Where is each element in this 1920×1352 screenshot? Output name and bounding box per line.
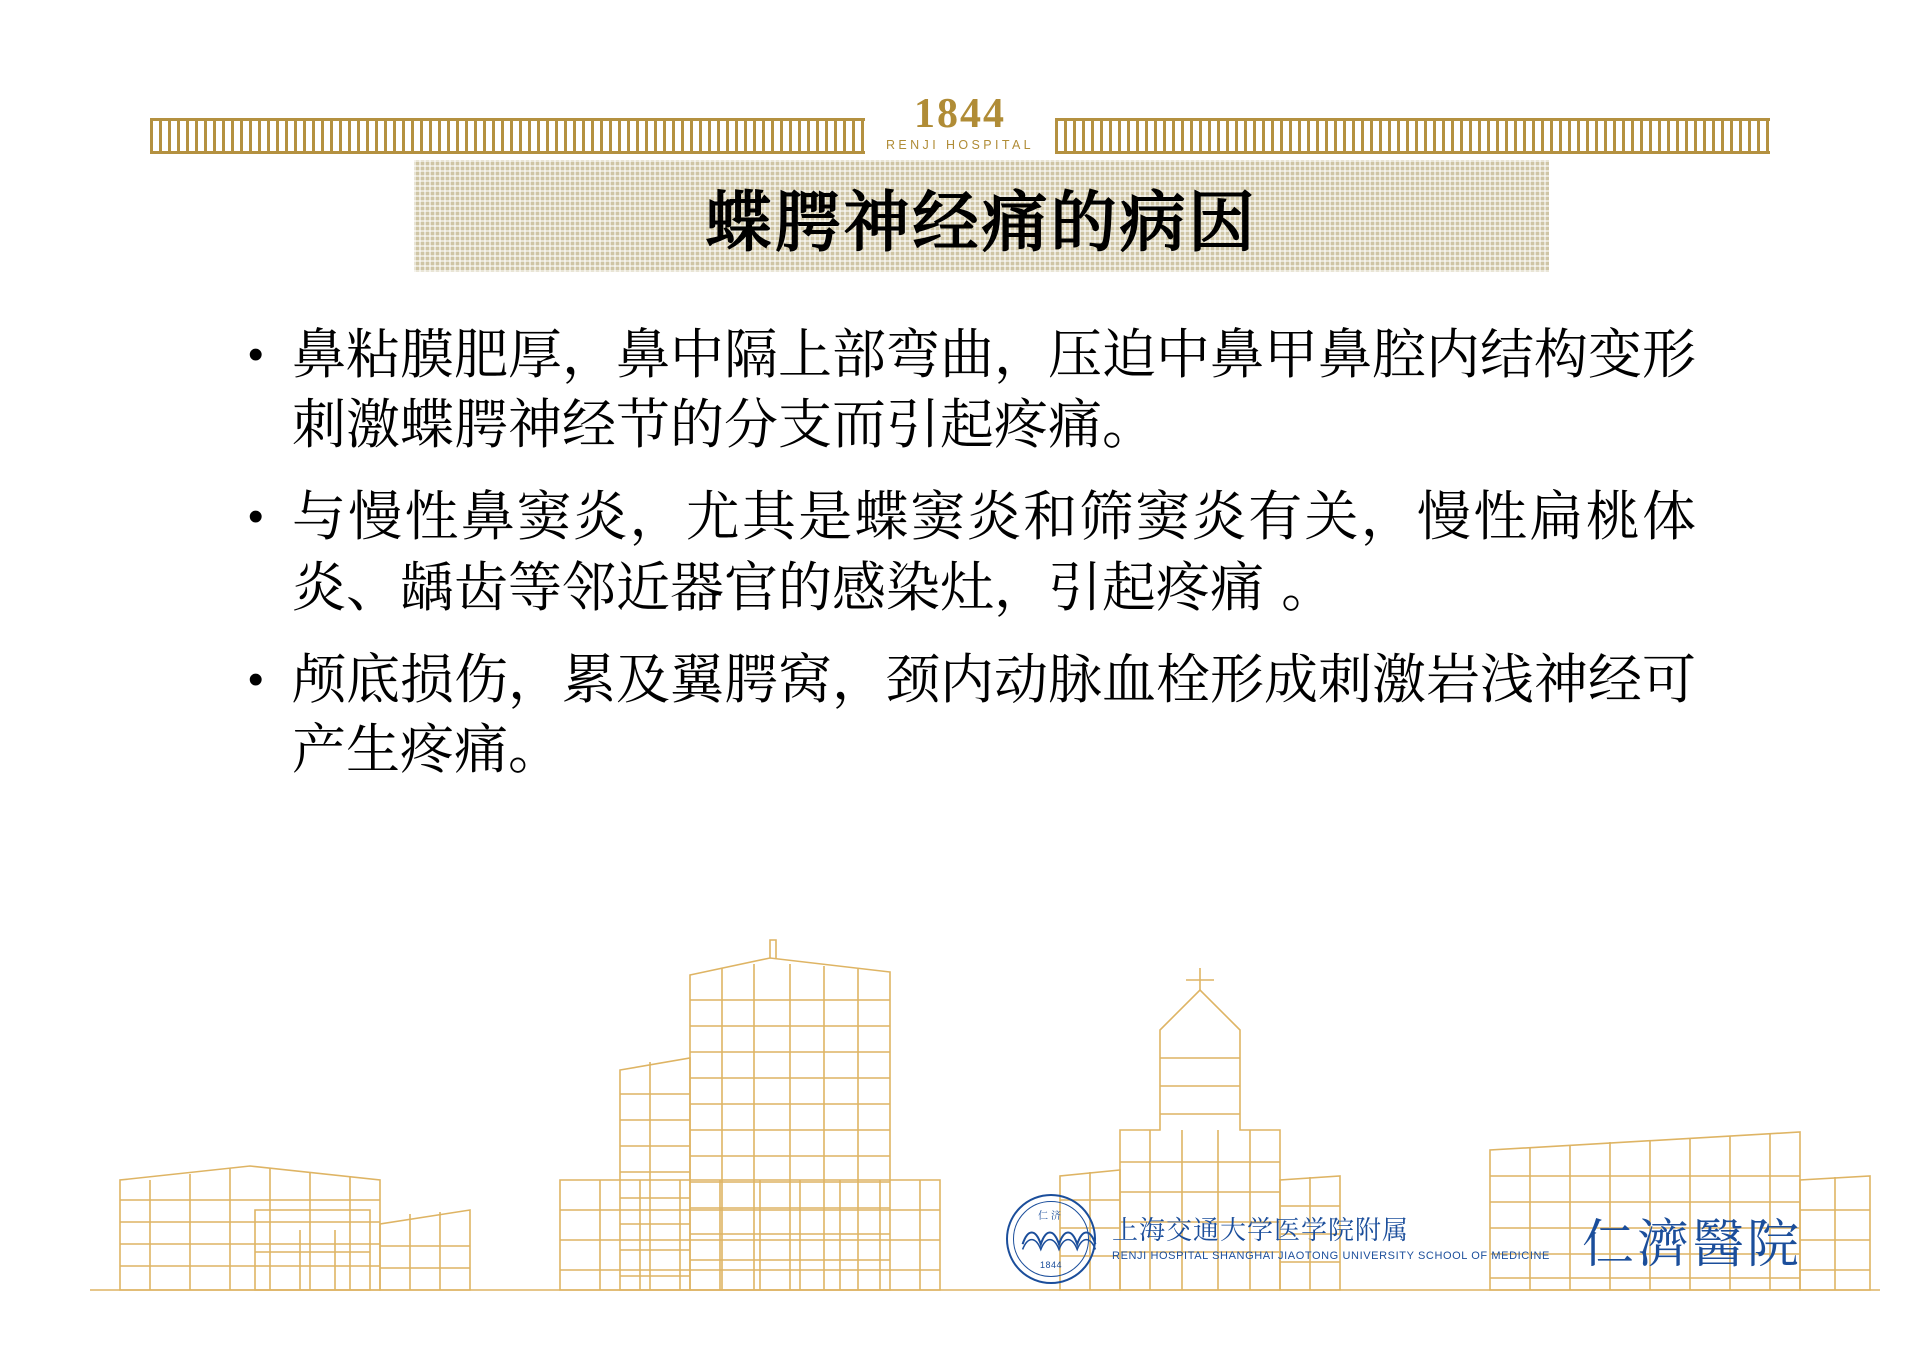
footer-brand-name: 仁濟醫院 — [1581, 1216, 1802, 1274]
hospital-emblem — [865, 90, 1055, 152]
list-item-text: 鼻粘膜肥厚，鼻中隔上部弯曲，压迫中鼻甲鼻腔内结构变形刺激蝶腭神经节的分支而引起疼痛。 — [292, 323, 1696, 457]
page-title: 蝶腭神经痛的病因 — [705, 183, 1258, 261]
list-item-text: 颅底损伤，累及翼腭窝，颈内动脉血栓形成刺激岩浅神经可产生疼痛。 — [292, 647, 1696, 781]
seal-top-text: 仁济 — [1038, 1211, 1065, 1222]
bullet-list — [236, 320, 1696, 807]
footer-institution-block — [1112, 1216, 1550, 1262]
footer-institution-cn: 上海交通大学医学院附属 — [1112, 1215, 1410, 1246]
renji-seal-icon — [1006, 1194, 1096, 1284]
list-item-text: 与慢性鼻窦炎，尤其是蝶窦炎和筛窦炎有关，慢性扁桃体炎、龋齿等邻近器官的感染灶，引起疼痛 。 — [292, 485, 1696, 619]
list-item — [236, 645, 1696, 785]
seal-wave-icon — [1020, 1226, 1098, 1252]
band-rule-right — [1055, 118, 1770, 154]
slide-title-band — [414, 160, 1549, 272]
list-item — [236, 320, 1696, 460]
bullet-marker-icon: • — [248, 654, 264, 704]
emblem-name-text: RENJI HOSPITAL — [885, 137, 1035, 152]
bullet-marker-icon: • — [248, 492, 264, 542]
list-item — [236, 482, 1696, 622]
seal-year-text: 1844 — [1040, 1260, 1063, 1270]
footer-hospital-logo — [1006, 1194, 1802, 1284]
emblem-year-text: 1844 — [914, 90, 1006, 137]
band-rule-left — [150, 118, 865, 154]
header-decorative-band — [150, 90, 1770, 154]
footer-institution-en: RENJI HOSPITAL SHANGHAI JIAOTONG UNIVERSITY SCHOOL OF MEDICINE — [1112, 1249, 1550, 1262]
bullet-marker-icon: • — [248, 330, 264, 379]
